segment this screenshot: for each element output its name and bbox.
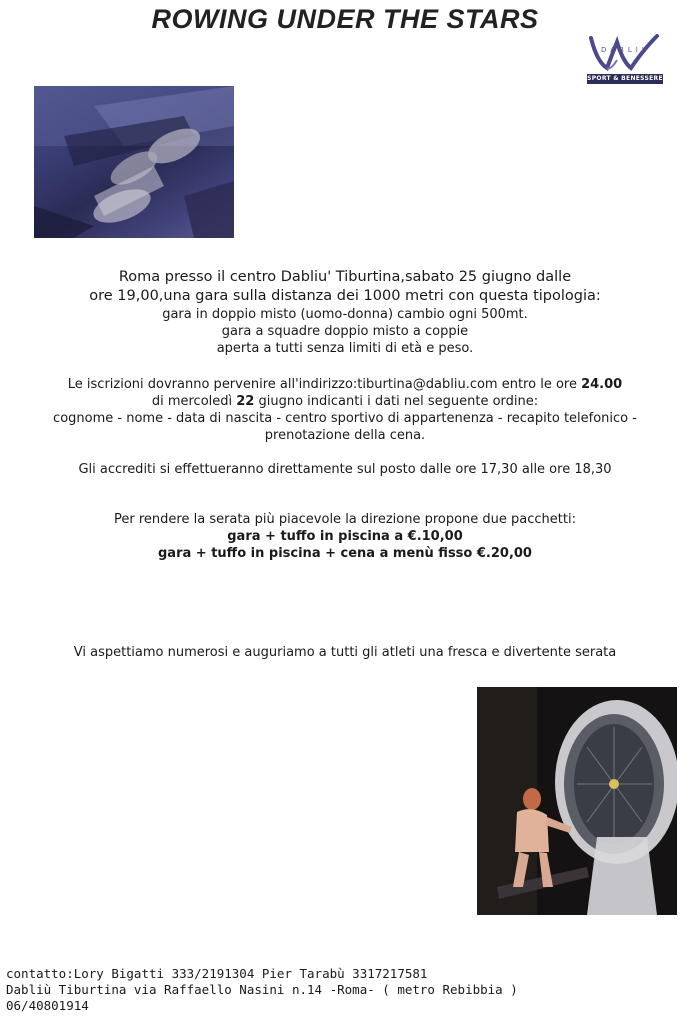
contact-footer bbox=[6, 966, 606, 1014]
registration-info bbox=[0, 376, 690, 444]
logo-brand: DABLIU bbox=[601, 46, 651, 54]
event-description bbox=[0, 268, 690, 357]
intro-line-2: ore 19,00,una gara sulla distanza dei 1000 metri con questa tipologia: bbox=[89, 288, 601, 304]
dabliu-w-mark-icon bbox=[587, 32, 663, 76]
rowers-feet-photo bbox=[34, 86, 234, 238]
footer-address: Dabliù Tiburtina via Raffaello Nasini n.14 -Roma- ( metro Rebibbia ) bbox=[6, 982, 518, 997]
closing-message bbox=[0, 644, 690, 661]
registration-line-2-pre: di mercoledì bbox=[151, 394, 237, 409]
intro-line-3: gara in doppio misto (uomo-donna) cambio ogni 500mt. bbox=[162, 307, 528, 322]
page-title: ROWING UNDER THE STARS bbox=[151, 4, 539, 34]
intro-line-1: Roma presso il centro Dabliu' Tiburtina,sabato 25 giugno dalle bbox=[118, 269, 572, 285]
intro-line-5: aperta a tutti senza limiti di età e peso. bbox=[216, 341, 474, 356]
package-option-2: gara + tuffo in piscina + cena a menù fisso €.20,00 bbox=[158, 546, 532, 561]
packages-intro: Per rendere la serata più piacevole la direzione propone due pacchetti: bbox=[114, 512, 576, 527]
rowing-machine-photo bbox=[477, 687, 677, 915]
logo-tagline: SPORT & BENESSERE bbox=[587, 75, 663, 82]
registration-line-3: cognome - nome - data di nascita - centro sportivo di appartenenza - recapito telefonico - bbox=[53, 411, 637, 426]
accreditation-info bbox=[0, 461, 690, 478]
registration-deadline-day: 22 bbox=[236, 394, 255, 409]
registration-line-1 bbox=[0, 376, 690, 393]
footer-contacts: contatto:Lory Bigatti 333/2191304 Pier Tarabù 3317217581 bbox=[6, 966, 428, 981]
registration-deadline-time: 24.00 bbox=[581, 377, 623, 392]
accreditation-text: Gli accrediti si effettueranno direttamente sul posto dalle ore 17,30 alle ore 18,30 bbox=[78, 462, 612, 477]
registration-line-2-post: giugno indicanti i dati nel seguente ordine: bbox=[254, 394, 539, 409]
registration-line-4: prenotazione della cena. bbox=[264, 428, 426, 443]
intro-line-4: gara a squadre doppio misto a coppie bbox=[221, 324, 469, 339]
registration-line-1-text: Le iscrizioni dovranno pervenire all'indirizzo:tiburtina@dabliu.com entro le ore bbox=[67, 377, 582, 392]
footer-phone: 06/40801914 bbox=[6, 998, 89, 1013]
registration-line-2 bbox=[0, 393, 690, 410]
closing-text: Vi aspettiamo numerosi e auguriamo a tutti gli atleti una fresca e divertente serata bbox=[73, 645, 617, 660]
packages-info bbox=[0, 511, 690, 562]
dabliu-logo bbox=[587, 32, 663, 86]
package-option-1: gara + tuffo in piscina a €.10,00 bbox=[227, 529, 463, 544]
